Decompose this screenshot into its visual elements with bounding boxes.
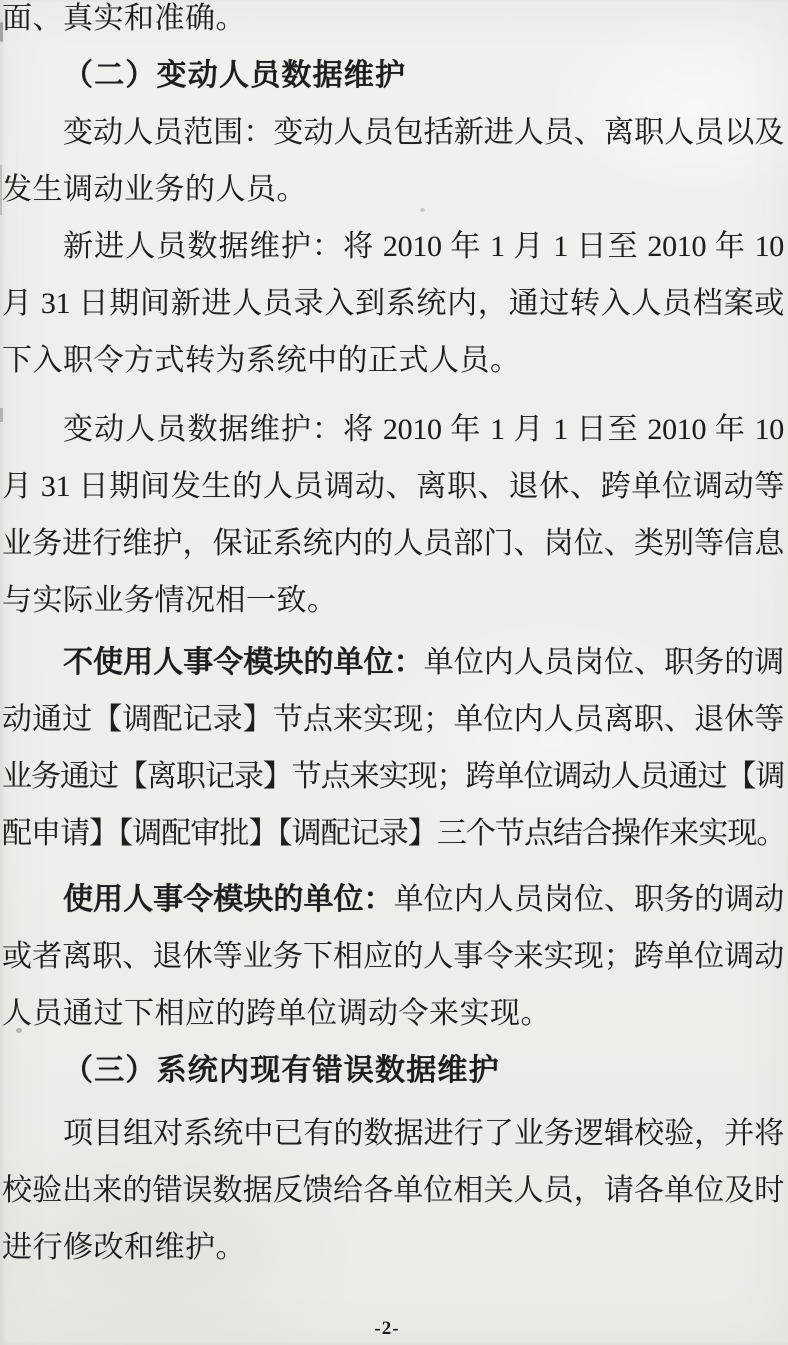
para-error-data-line-1 bbox=[2, 1105, 784, 1162]
heading-text: （三）系统内现有错误数据维护 bbox=[63, 1054, 500, 1087]
heading-section-2 bbox=[2, 47, 784, 104]
heading-text: （二）变动人员数据维护 bbox=[63, 59, 407, 92]
line-text: 月 31 日期间发生的人员调动、离职、退休、跨单位调动等 bbox=[2, 470, 784, 503]
para-prev-closing-line bbox=[2, 0, 784, 47]
line-text: 与实际业务情况相一致。 bbox=[2, 584, 338, 617]
line-text: 新进人员数据维护：将 2010 年 1 月 1 日至 2010 年 10 bbox=[63, 230, 784, 263]
page-number: -2- bbox=[374, 1318, 400, 1339]
line-text: 校验出来的错误数据反馈给各单位相关人员，请各单位及时 bbox=[2, 1174, 784, 1207]
line-text: 变动人员数据维护：将 2010 年 1 月 1 日至 2010 年 10 bbox=[63, 413, 784, 446]
para-units-without-order-line-1 bbox=[2, 634, 784, 691]
line-text: 业务进行维护，保证系统内的人员部门、岗位、类别等信息 bbox=[2, 527, 784, 560]
bold-lead-hr-order: 使用人事令模块的单位： bbox=[63, 883, 394, 916]
para-changed-maintenance-line-1 bbox=[2, 401, 784, 458]
para-units-with-order-line-1 bbox=[2, 871, 784, 928]
line-text: 变动人员范围：变动人员包括新进人员、离职人员以及 bbox=[63, 116, 784, 149]
para-changed-scope-line-2 bbox=[2, 161, 784, 218]
para-units-without-order-line-2 bbox=[2, 691, 784, 748]
line-text: 月 31 日期间新进人员录入到系统内，通过转入人员档案或 bbox=[2, 287, 784, 320]
para-changed-maintenance-line-2 bbox=[2, 458, 784, 515]
para-new-personnel-line-3 bbox=[2, 332, 784, 389]
bold-lead-no-hr-order: 不使用人事令模块的单位： bbox=[63, 646, 424, 679]
line-text: 发生调动业务的人员。 bbox=[2, 173, 307, 206]
line-text: 单位内人员岗位、职务的调动 bbox=[393, 883, 784, 916]
line-text: 配申请】【调配审批】【调配记录】三个节点结合操作来实现。 bbox=[2, 817, 784, 850]
para-error-data-line-3 bbox=[2, 1219, 784, 1276]
para-new-personnel-line-2 bbox=[2, 275, 784, 332]
para-units-with-order-line-3 bbox=[2, 985, 784, 1042]
para-units-without-order-line-4 bbox=[2, 805, 784, 862]
line-text: 人员通过下相应的跨单位调动令来实现。 bbox=[2, 997, 551, 1030]
para-changed-maintenance-line-4 bbox=[2, 572, 784, 629]
para-error-data-line-2 bbox=[2, 1162, 784, 1219]
para-new-personnel-line-1 bbox=[2, 218, 784, 275]
para-changed-scope-line-1 bbox=[2, 104, 784, 161]
line-text: 进行修改和维护。 bbox=[2, 1231, 246, 1264]
heading-section-3 bbox=[2, 1042, 784, 1099]
para-units-with-order-line-2 bbox=[2, 928, 784, 985]
line-text: 单位内人员岗位、职务的调 bbox=[423, 646, 784, 679]
line-text: 下入职令方式转为系统中的正式人员。 bbox=[2, 344, 521, 377]
line-text: 或者离职、退休等业务下相应的人事令来实现；跨单位调动 bbox=[2, 940, 784, 973]
line-text: 项目组对系统中已有的数据进行了业务逻辑校验，并将 bbox=[63, 1117, 784, 1150]
para-changed-maintenance-line-3 bbox=[2, 515, 784, 572]
line-text: 业务通过【离职记录】节点来实现；跨单位调动人员通过【调 bbox=[2, 760, 784, 793]
para-units-without-order-line-3 bbox=[2, 748, 784, 805]
line-text: 面、真实和准确。 bbox=[2, 2, 246, 35]
line-text: 动通过【调配记录】节点来实现；单位内人员离职、退休等 bbox=[2, 703, 784, 736]
